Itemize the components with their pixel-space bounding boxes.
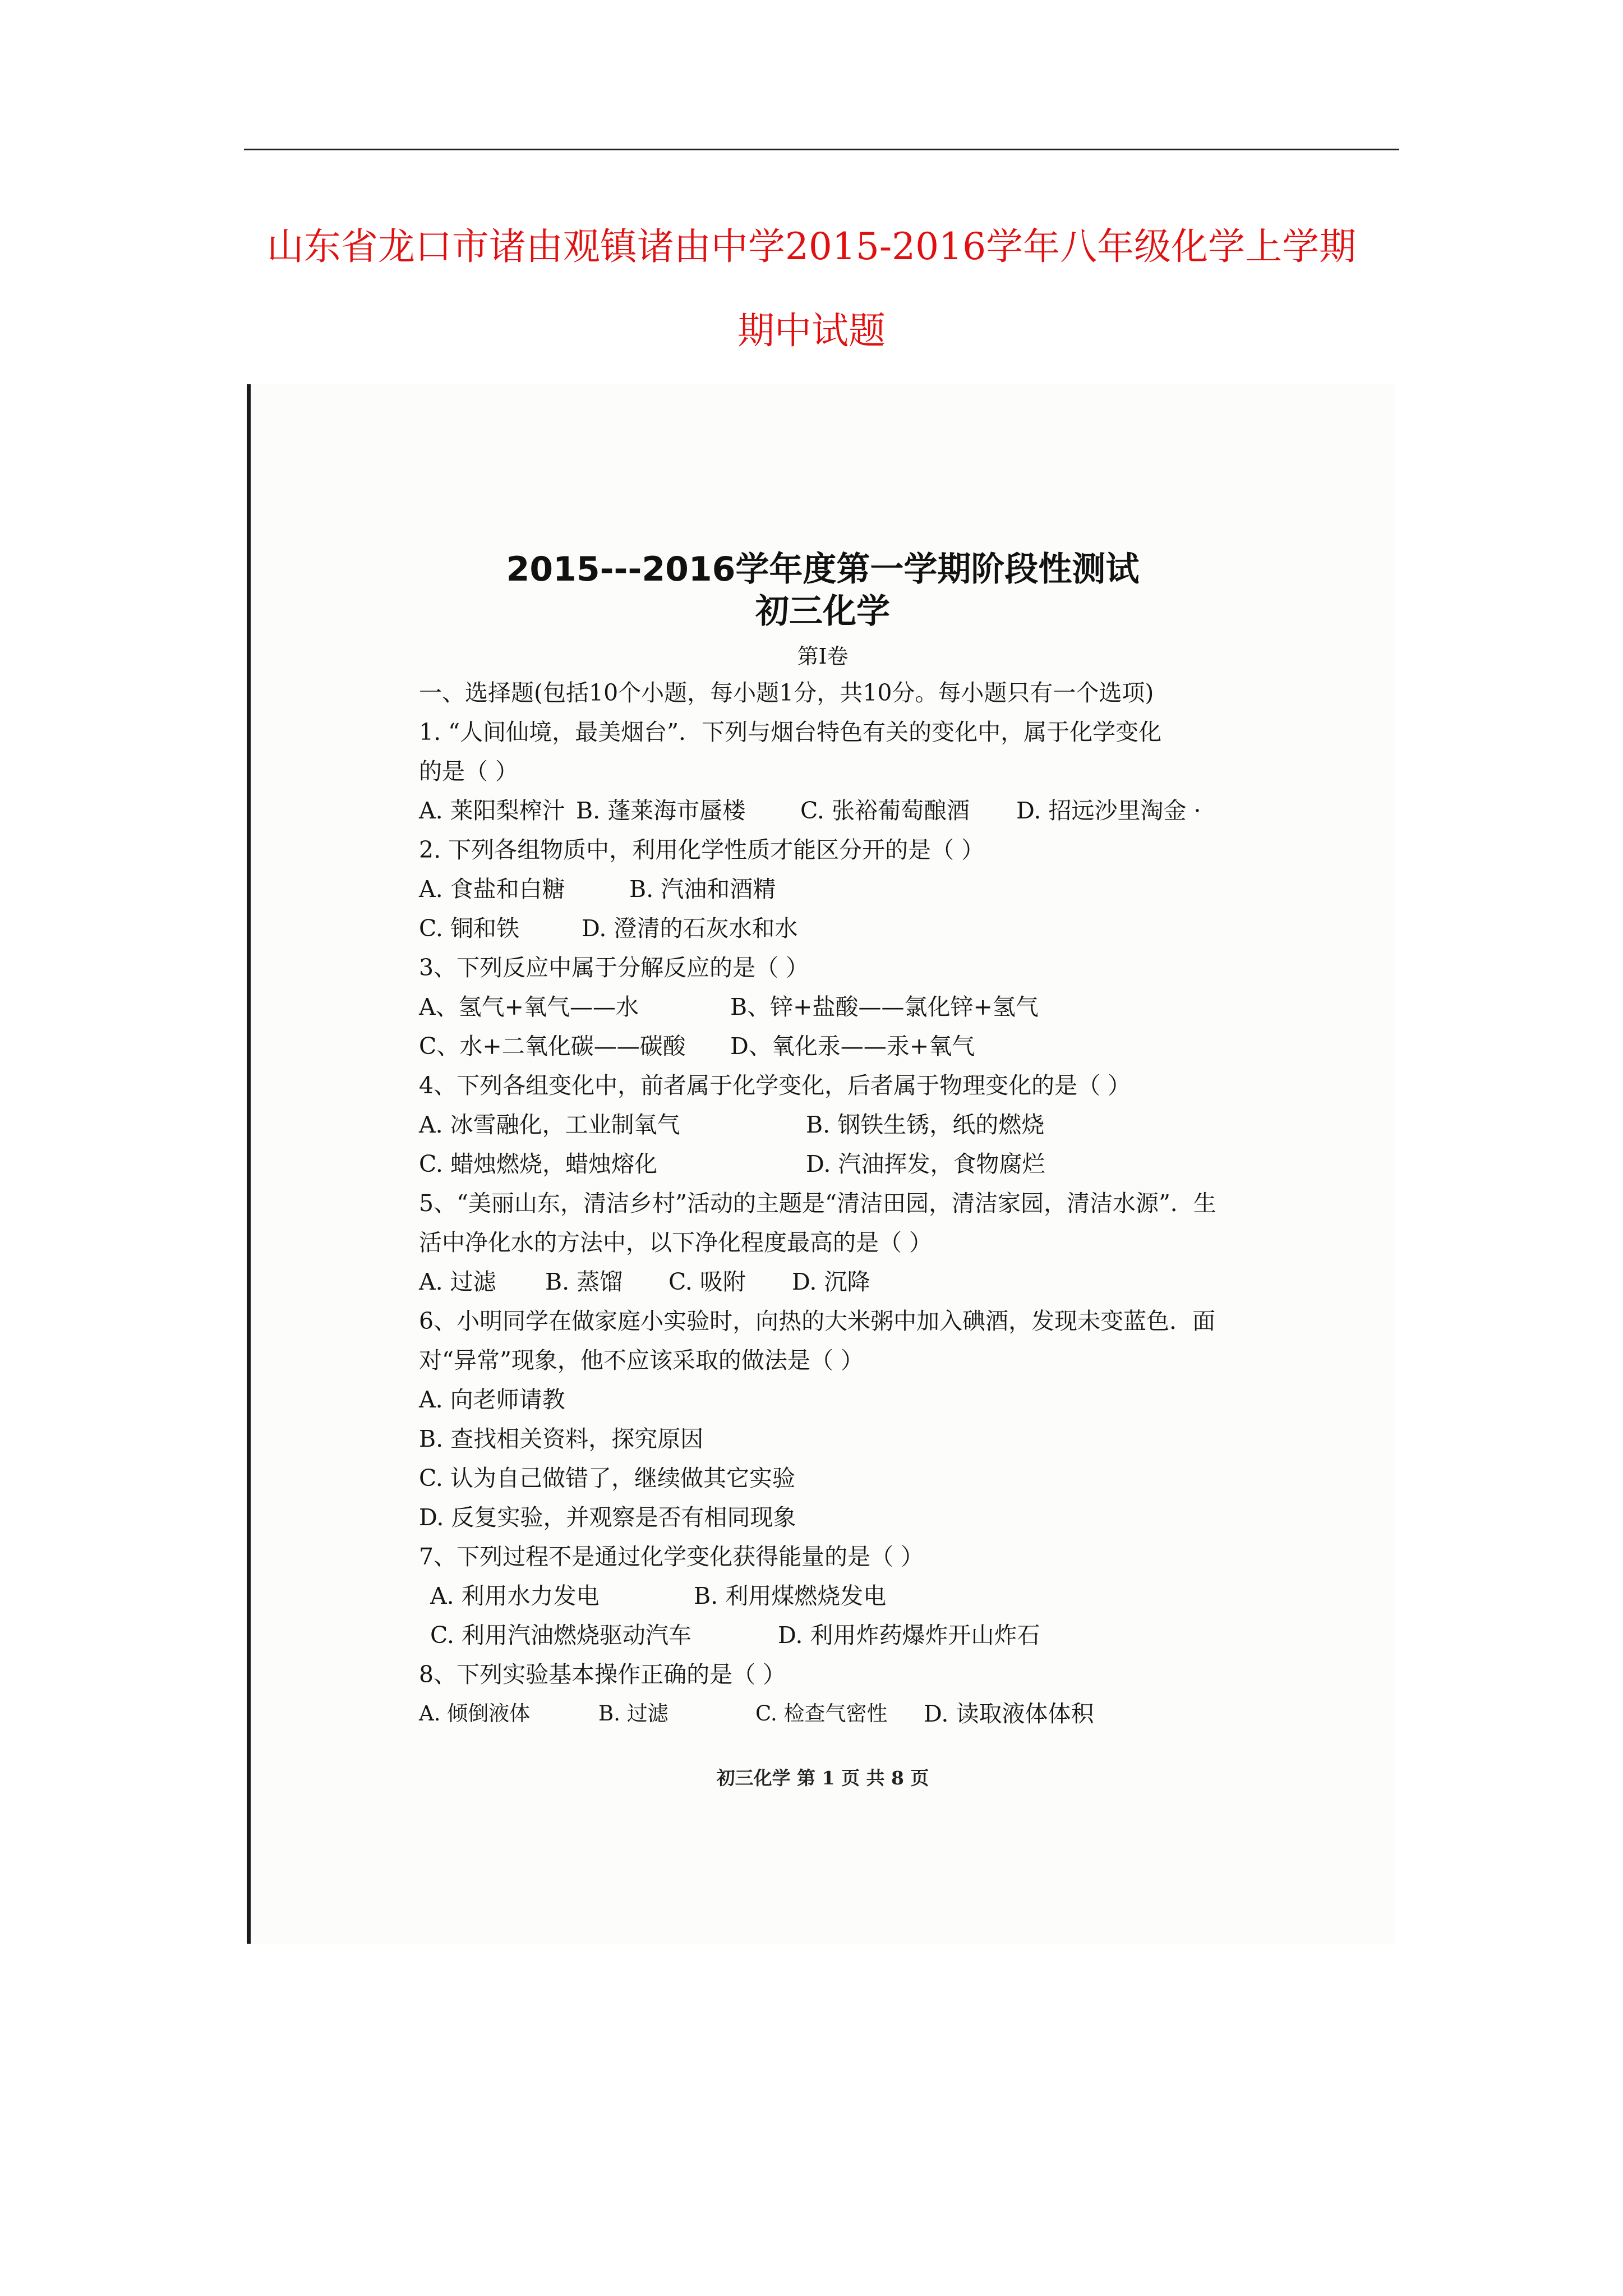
question-3-stem: 3、下列反应中属于分解反应的是（ ） (419, 954, 809, 981)
question-7-option-b: B. 利用煤燃烧发电 (694, 1582, 887, 1609)
question-2-option-a: A. 食盐和白糖 (419, 876, 565, 903)
section-heading: 一、选择题(包括10个小题，每小题1分，共10分。每小题只有一个选项) (419, 679, 1154, 706)
question-6-stem-1: 6、小明同学在做家庭小实验时，向热的大米粥中加入碘酒，发现未变蓝色．面 (419, 1308, 1216, 1335)
question-8-stem: 8、下列实验基本操作正确的是（ ） (419, 1661, 786, 1688)
document-title-line-2: 期中试题 (737, 309, 886, 352)
question-6-option-b: B. 查找相关资料，探究原因 (419, 1425, 704, 1452)
question-8-option-a: A. 倾倒液体 (419, 1701, 531, 1726)
exam-subject: 初三化学 (755, 592, 890, 631)
question-6-option-d: D. 反复实验，并观察是否有相同现象 (419, 1504, 796, 1531)
question-3-option-c: C、水+二氧化碳——碳酸 (419, 1033, 686, 1060)
question-5-stem-1: 5、“美丽山东，清洁乡村”活动的主题是“清洁田园，清洁家园，清洁水源”．生 (419, 1190, 1216, 1217)
question-2-option-d: D. 澄清的石灰水和水 (582, 915, 798, 942)
question-8-option-c: C. 检查气密性 (755, 1701, 888, 1726)
question-1-option-a: A. 莱阳梨榨汁 (419, 797, 565, 824)
question-2-option-c: C. 铜和铁 (419, 915, 519, 942)
question-5-option-d: D. 沉降 (792, 1268, 870, 1295)
question-2-option-b: B. 汽油和酒精 (629, 876, 776, 903)
question-5-option-a: A. 过滤 (419, 1268, 496, 1295)
question-4-stem: 4、下列各组变化中，前者属于化学变化，后者属于物理变化的是（ ） (419, 1072, 1131, 1099)
question-6-option-a: A. 向老师请教 (419, 1386, 565, 1413)
question-7-stem: 7、下列过程不是通过化学变化获得能量的是（ ） (419, 1543, 924, 1570)
question-7-option-d: D. 利用炸药爆炸开山炸石 (778, 1622, 1040, 1649)
question-1-stem-1: 1. “人间仙境，最美烟台”．下列与烟台特色有关的变化中，属于化学变化 (419, 719, 1162, 746)
question-3-option-a: A、氢气+氧气——水 (419, 993, 639, 1020)
exam-title: 2015---2016学年度第一学期阶段性测试 (506, 550, 1140, 589)
question-1-option-d: D. 招远沙里淘金 · (1016, 797, 1201, 824)
question-2-stem: 2. 下列各组物质中，利用化学性质才能区分开的是（ ） (419, 836, 985, 863)
question-4-option-c: C. 蜡烛燃烧，蜡烛熔化 (419, 1151, 657, 1177)
scanned-exam-page (247, 384, 1395, 1944)
question-1-option-b: B. 蓬莱海市蜃楼 (576, 797, 746, 824)
header-rule (244, 149, 1399, 150)
document-title-line-1: 山东省龙口市诸由观镇诸由中学2015-2016学年八年级化学上学期 (266, 225, 1357, 268)
question-8-option-b: B. 过滤 (598, 1701, 668, 1726)
question-1-option-c: C. 张裕葡萄酿酒 (800, 797, 970, 824)
question-8-option-d: D. 读取液体体积 (924, 1700, 1094, 1727)
question-3-option-d: D、氧化汞——汞+氧气 (730, 1033, 975, 1060)
question-1-stem-2: 的是（ ） (419, 758, 519, 785)
question-4-option-a: A. 冰雪融化，工业制氧气 (419, 1111, 680, 1138)
question-5-stem-2: 活中净化水的方法中，以下净化程度最高的是（ ） (419, 1229, 933, 1256)
page-footer: 初三化学 第 1 页 共 8 页 (716, 1767, 929, 1789)
exam-volume: 第Ⅰ卷 (797, 644, 849, 669)
question-4-option-b: B. 钢铁生锈，纸的燃烧 (806, 1111, 1045, 1138)
question-3-option-b: B、锌+盐酸——氯化锌+氢气 (730, 993, 1039, 1020)
question-6-option-c: C. 认为自己做错了，继续做其它实验 (419, 1465, 795, 1492)
question-7-option-a: A. 利用水力发电 (430, 1582, 600, 1609)
question-7-option-c: C. 利用汽油燃烧驱动汽车 (430, 1622, 691, 1649)
document-title (168, 205, 1455, 373)
question-6-stem-2: 对“异常”现象，他不应该采取的做法是（ ） (419, 1347, 864, 1374)
question-5-option-c: C. 吸附 (668, 1268, 746, 1295)
question-5-option-b: B. 蒸馏 (545, 1268, 623, 1295)
question-4-option-d: D. 汽油挥发，食物腐烂 (806, 1151, 1045, 1177)
